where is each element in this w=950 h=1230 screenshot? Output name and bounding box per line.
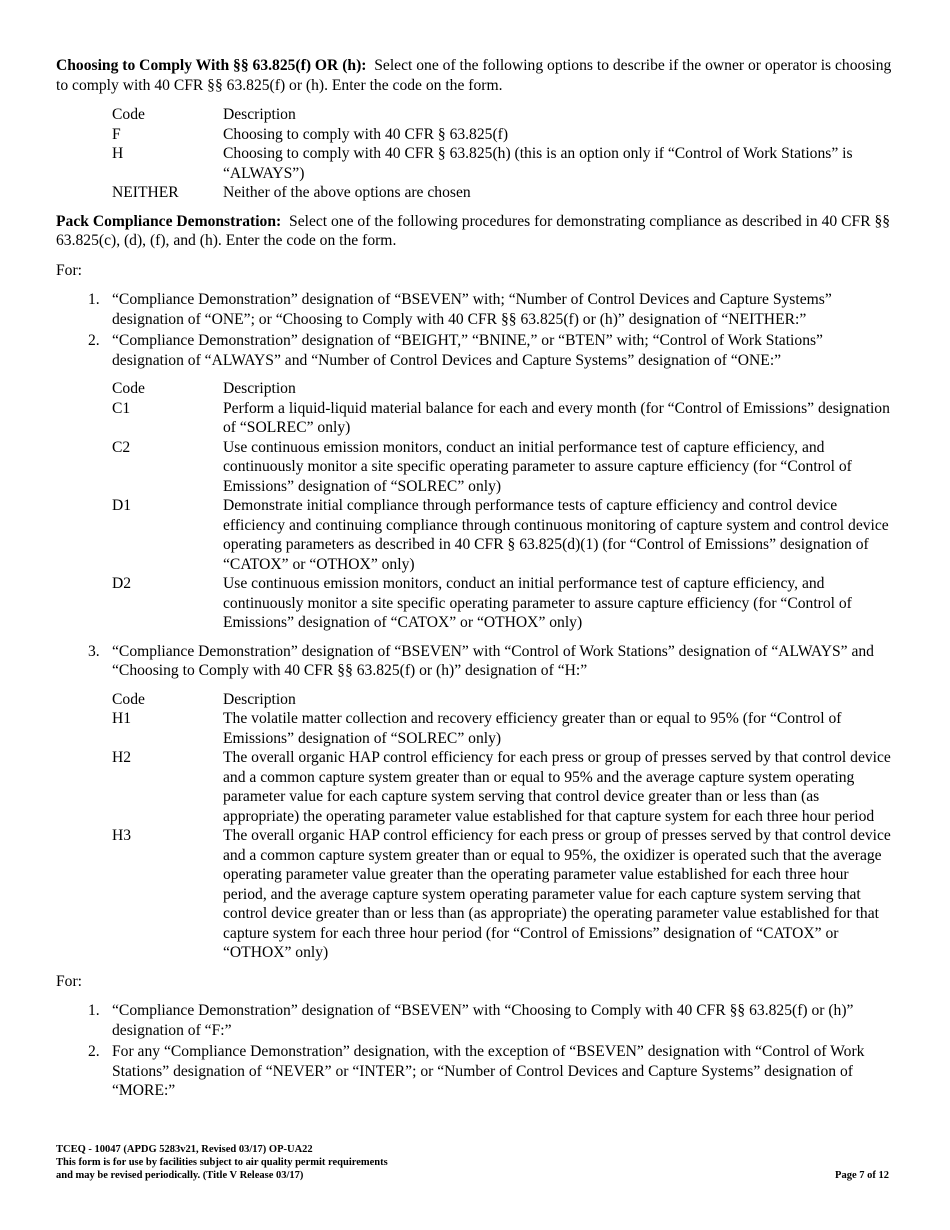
footer-note-line1: This form is for use by facilities subject to air quality permit requirements — [56, 1157, 388, 1168]
footer-note-line2: and may be revised periodically. (Title V Release 03/17) — [56, 1170, 304, 1181]
description-cell: Perform a liquid-liquid material balance for each and every month (for “Control of Emissions” designation of “SOLREC” only) — [223, 399, 890, 436]
list-number: 2. — [88, 332, 100, 349]
code-table-h — [112, 690, 896, 963]
description-cell: The overall organic HAP control efficiency for each press or group of presses served by that control device and a common capture system greater than or equal to 95% and the average capture system operating parameter value for each capture system serving that control device greater than or less than (as appropriate) the operating parameter value established for that capture system for each three hour period — [223, 749, 891, 825]
description-cell: Demonstrate initial compliance through performance tests of capture efficiency and control device efficiency and continuing compliance through continuous monitoring of capture system and control device operating parameters as described in 40 CFR § 63.825(d)(1) (for “Control of Emissions” designation of “CATOX” or “OTHOX” only) — [223, 497, 889, 573]
table-row — [112, 748, 896, 826]
code-table-header — [112, 105, 896, 125]
list-item — [56, 1042, 896, 1101]
condition-list-1 — [56, 290, 896, 370]
list-number: 3. — [88, 642, 100, 660]
list-item — [56, 290, 896, 329]
list-item-text: “Compliance Demonstration” designation of “BSEVEN” with “Choosing to Comply with 40 CFR §§ 63.825(f) or (h)” designation of “F:” — [112, 1002, 854, 1039]
description-header: Description — [223, 106, 296, 123]
code-cell: D1 — [112, 497, 132, 514]
description-header: Description — [223, 690, 296, 708]
table-row — [112, 826, 896, 963]
document-page — [56, 56, 896, 1110]
code-cell: H — [112, 145, 124, 162]
list-number: 1. — [88, 1002, 100, 1019]
list-item-text: “Compliance Demonstration” designation of “BSEVEN” with; “Number of Control Devices and Capture Systems” designation of “ONE”; or “Choosing to Comply with 40 CFR §§ 63.825(f) or (h)” designation of “NEITHER:” — [112, 291, 832, 328]
description-cell: Use continuous emission monitors, conduct an initial performance test of capture efficiency, and continuously monitor a site specific operating parameter to assure capture efficiency (for “Control of Emissions” designation of “CATOX” or “OTHOX” only) — [223, 575, 852, 631]
table-row — [112, 574, 896, 633]
code-header: Code — [112, 106, 145, 123]
description-cell: Choosing to comply with 40 CFR § 63.825(h) (this is an option only if “Control of Work Stations” is “ALWAYS”) — [223, 145, 853, 182]
table-row — [112, 125, 896, 145]
code-header: Code — [112, 690, 145, 708]
code-cell: C2 — [112, 438, 131, 456]
table-row — [112, 496, 896, 574]
code-cell: C1 — [112, 399, 131, 417]
code-table-c-d — [112, 379, 896, 633]
description-cell: Neither of the above options are chosen — [223, 184, 471, 201]
section-text: Select one of the following procedures for demonstrating compliance as described in 40 CFR §§ 63.825(c), (d), (f), and (h). Enter the code on the form. — [56, 212, 891, 249]
section-choosing-to-comply — [56, 56, 896, 95]
section-heading: Pack Compliance Demonstration: — [56, 212, 282, 230]
list-item — [56, 642, 896, 681]
page-number: Page 7 of 12 — [835, 1170, 889, 1181]
code-cell: H3 — [112, 827, 132, 844]
description-cell: The overall organic HAP control efficiency for each press or group of presses served by that control device and a common capture system greater than or equal to 95%, the oxidizer is operated such that the average operating parameter value greater than the operating parameter value established for each three hour period, and the average capture system operating parameter value for each capture system serving that control device greater than or less than (as appropriate) the operating parameter value established for that capture system for each three hour period (for “Control of Emissions” designation of “CATOX” or “OTHOX” only) — [223, 827, 891, 961]
list-item-text: For any “Compliance Demonstration” designation, with the exception of “BSEVEN” designation with “Control of Work Stations” designation of “NEVER” or “INTER”; or “Number of Control Devices and Capture Systems” designation of “MORE:” — [112, 1043, 865, 1099]
table-row — [112, 144, 896, 183]
form-id: TCEQ - 10047 (APDG 5283v21, Revised 03/17) OP-UA22 — [56, 1144, 313, 1155]
code-cell: D2 — [112, 575, 132, 592]
code-cell: NEITHER — [112, 184, 179, 201]
list-item — [56, 1001, 896, 1040]
for-label: For: — [56, 261, 82, 279]
list-item-text: “Compliance Demonstration” designation of “BEIGHT,” “BNINE,” or “BTEN” with; “Control of Work Stations” designation of “ALWAYS” and “Number of Control Devices and Capture Systems” designation of “ONE:” — [112, 332, 823, 369]
code-table-header — [112, 690, 896, 710]
description-header: Description — [223, 380, 296, 397]
code-cell: H1 — [112, 710, 132, 727]
code-cell: F — [112, 125, 121, 143]
table-row — [112, 183, 896, 203]
code-table-comply-options — [112, 105, 896, 203]
list-item — [56, 331, 896, 370]
section-text: Select one of the following options to describe if the owner or operator is choosing to comply with 40 CFR §§ 63.825(f) or (h). Enter the code on the form. — [56, 57, 892, 94]
description-cell: Use continuous emission monitors, conduct an initial performance test of capture efficiency, and continuously monitor a site specific operating parameter to assure capture efficiency (for “Control of Emissions” designation of “SOLREC” only) — [223, 438, 852, 495]
table-row — [112, 438, 896, 497]
description-cell: Choosing to comply with 40 CFR § 63.825(f) — [223, 125, 509, 143]
condition-list-2 — [56, 642, 896, 681]
page-footer — [56, 1143, 889, 1182]
code-table-header — [112, 379, 896, 399]
list-number: 1. — [88, 291, 100, 308]
section-pack-compliance — [56, 212, 896, 251]
table-row — [112, 399, 896, 438]
for-label: For: — [56, 972, 82, 990]
list-number: 2. — [88, 1043, 100, 1060]
condition-list-3 — [56, 1001, 896, 1101]
section-heading: Choosing to Comply With §§ 63.825(f) OR (h): — [56, 57, 367, 74]
description-cell: The volatile matter collection and recovery efficiency greater than or equal to 95% (for “Control of Emissions” designation of “SOLREC” only) — [223, 710, 842, 747]
code-cell: H2 — [112, 749, 132, 766]
table-row — [112, 709, 896, 748]
code-header: Code — [112, 380, 145, 397]
list-item-text: “Compliance Demonstration” designation of “BSEVEN” with “Control of Work Stations” designation of “ALWAYS” and “Choosing to Comply with 40 CFR §§ 63.825(f) or (h)” designation of “H:” — [112, 642, 874, 679]
